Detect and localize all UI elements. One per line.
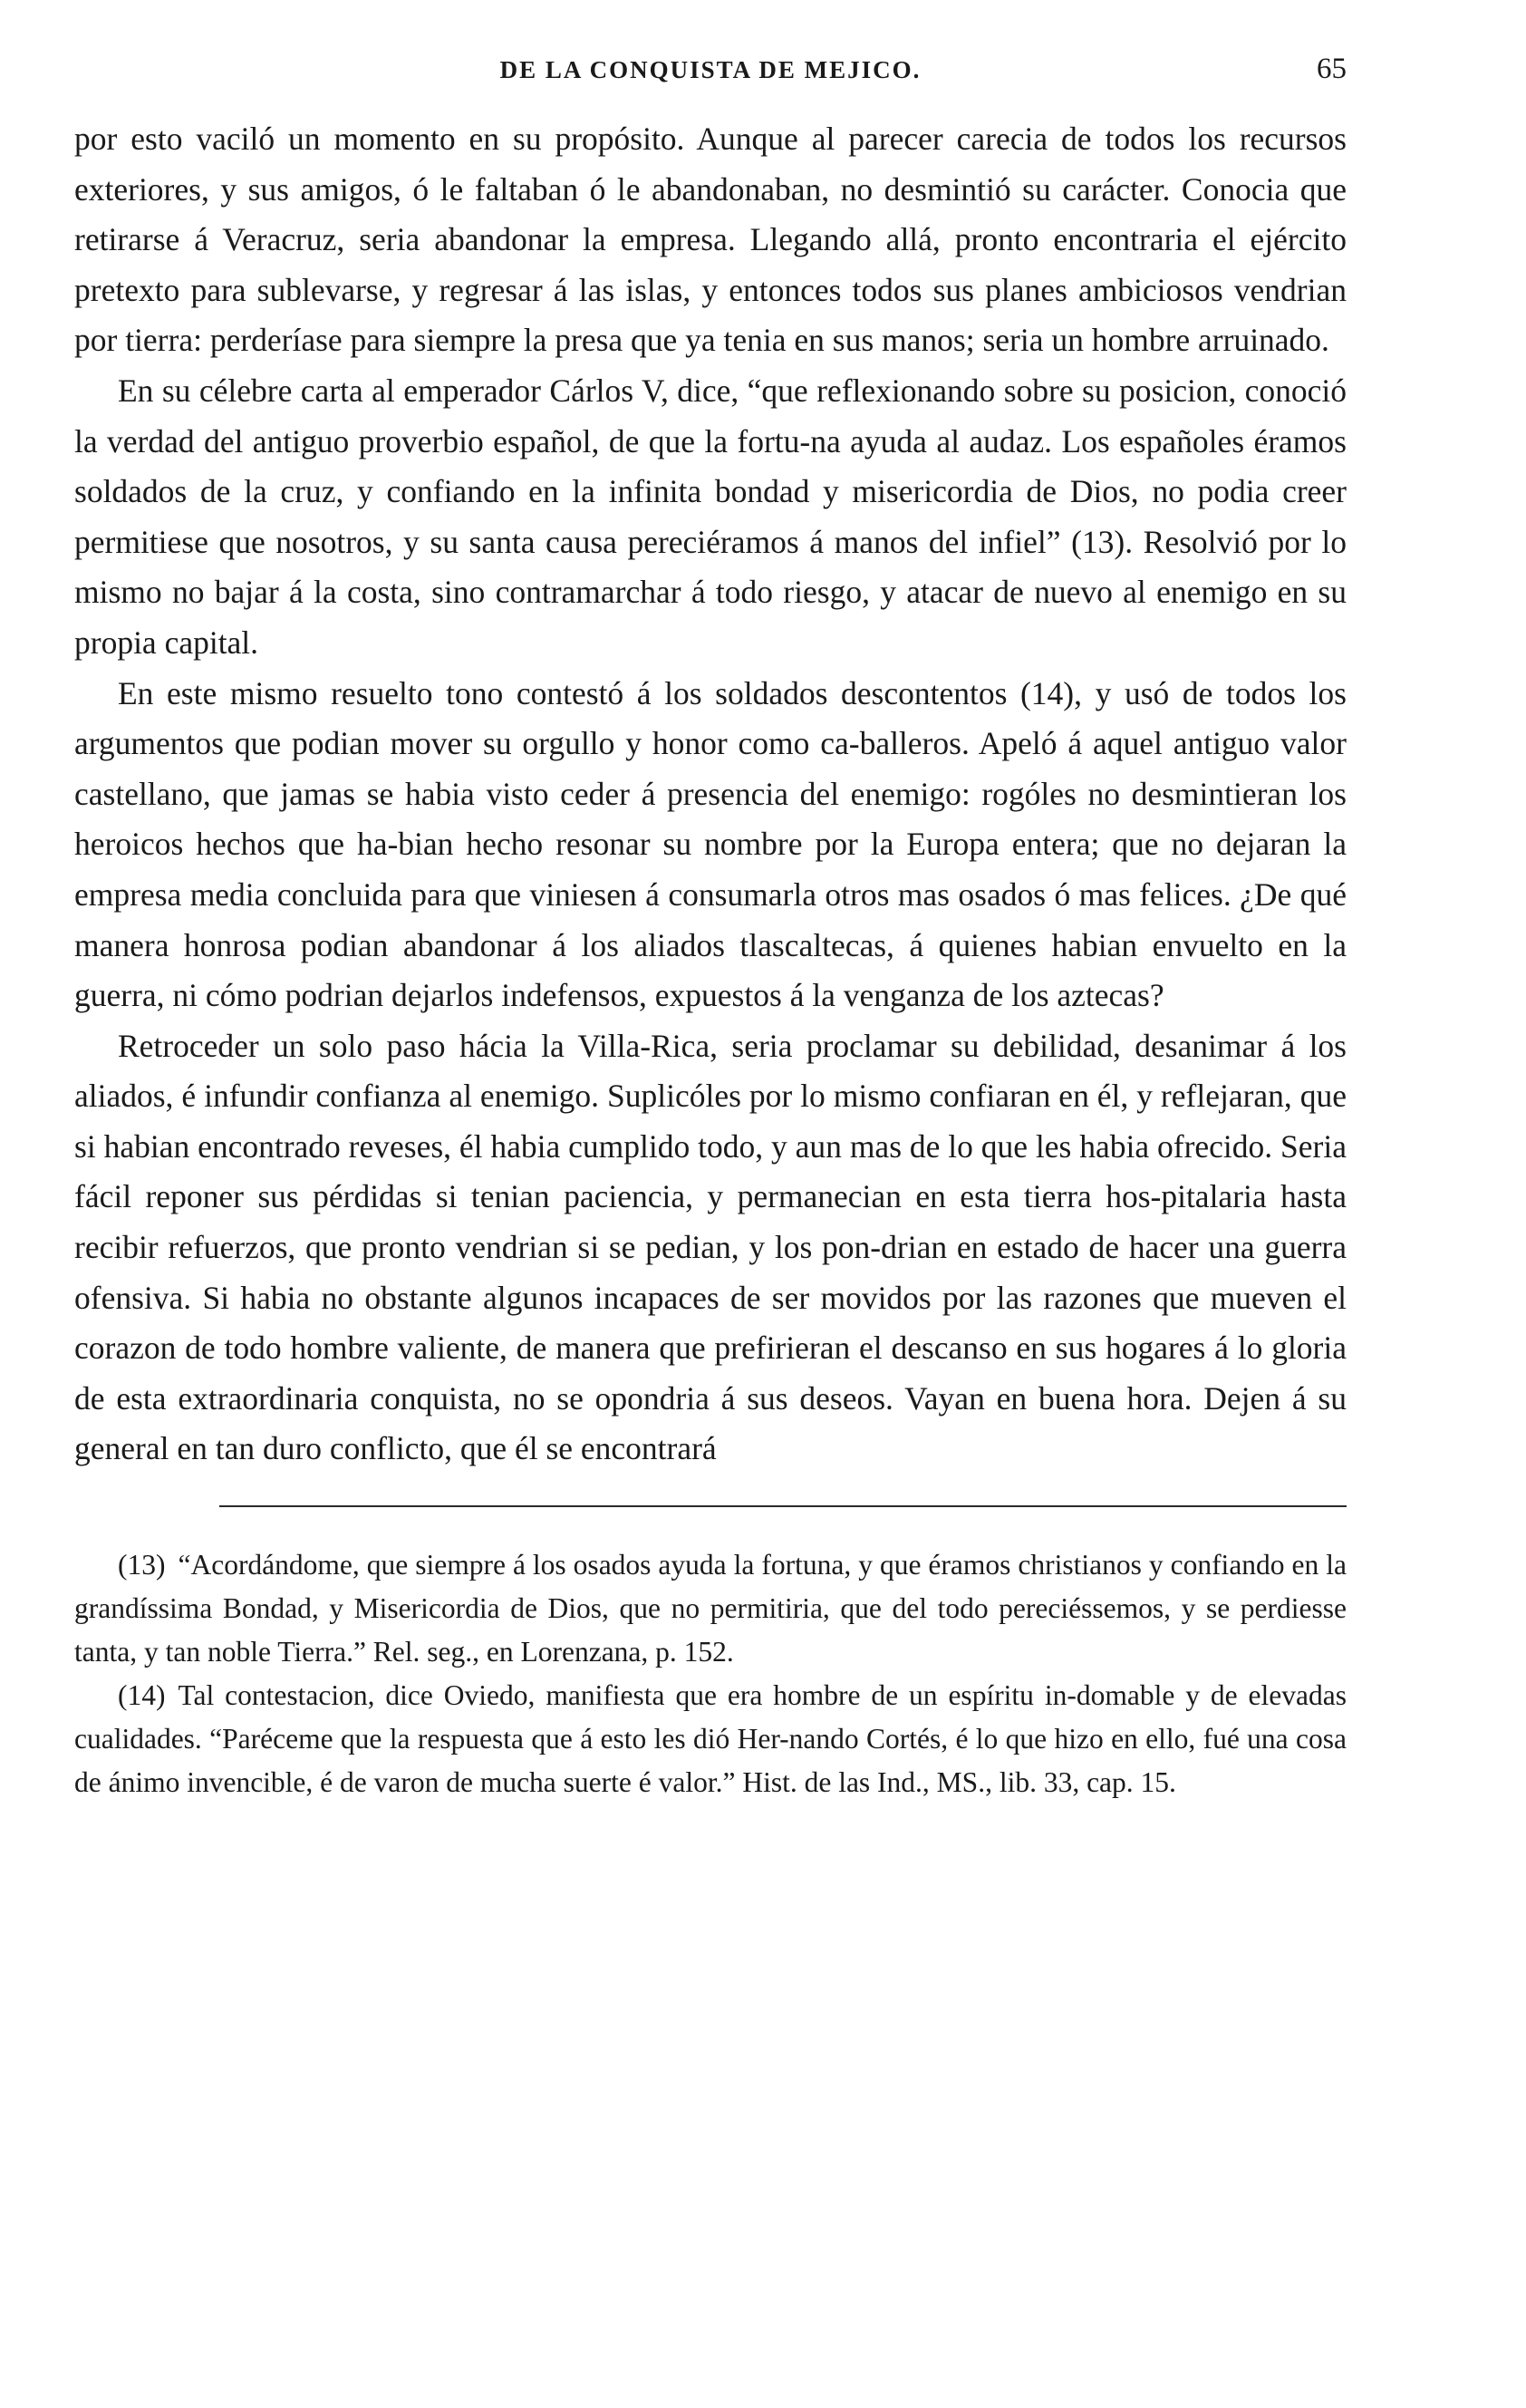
body-text [74,114,1347,1475]
running-title: DE LA CONQUISTA DE MEJICO. [499,56,922,83]
paragraph-3: En este mismo resuelto tono contestó á los soldados descontentos (14), y usó de todos los argumentos que podian mover su orgullo y honor como ca-balleros. Apeló á aquel antiguo valor castellano, que jamas se habia visto ceder á presencia del enemigo: rogóles no desmintieran los heroicos hechos que ha-bian hecho resonar su nombre por la Europa entera; que no dejaran la empresa media concluida para que viniesen á consumarla otros mas osados ó mas felices. ¿De qué manera honrosa podian abandonar á los aliados tlascaltecas, á quienes habian envuelto en la guerra, ni cómo podrian dejarlos indefensos, expuestos á la venganza de los aztecas? [74,674,1347,1014]
paragraph-1: por esto vaciló un momento en su propósito. Aunque al parecer carecia de todos los recursos exteriores, y sus amigos, ó le faltaban ó le abandonaban, no desmintió su carácter. Conocia que retirarse á Veracruz, seria abandonar la empresa. Llegando allá, pronto encontraria el ejército pretexto para sublevarse, y regresar á las islas, y entonces todos sus planes ambiciosos vendrian por tierra: perderíase para siempre la presa que ya tenia en sus manos; seria un hombre arruinado. [74,121,1347,359]
paragraph-4: Retroceder un solo paso hácia la Villa-Rica, seria proclamar su debilidad, desanimar á los aliados, é infundir confianza al enemigo. Suplicóles por lo mismo confiaran en él, y reflejaran, que si habian encontrado reveses, él habia cumplido todo, y aun mas de lo que les habia ofrecido. Seria fácil reponer sus pérdidas si tenian paciencia, y permanecian en esta tierra hos-pitalaria hasta recibir refuerzos, que pronto vendrian si se pedian, y los pon-drian en estado de hacer una guerra ofensiva. Si habia no obstante algunos incapaces de ser movidos por las razones que mueven el corazon de todo hombre valiente, de manera que prefirieran el descanso en sus hogares á lo gloria de esta extraordinaria conquista, no se opondria á sus deseos. Vayan en buena hora. Dejen á su general en tan duro conflicto, que él se encontrará [74,1027,1347,1467]
footnote-divider [219,1505,1347,1507]
page-number: 65 [1317,53,1347,85]
book-page [74,51,1347,1804]
footnote-14-number: (14) [118,1679,166,1712]
running-head [74,51,1347,87]
footnotes [74,1543,1347,1804]
paragraph-2: En su célebre carta al emperador Cárlos V, dice, “que reflexionando sobre su posicion, conoció la verdad del antiguo proverbio español, de que la fortu-na ayuda al audaz. Los españoles éramos soldados de la cruz, y confiando en la infinita bondad y misericordia de Dios, no podia creer permitiese que nosotros, y su santa causa pereciéramos á manos del infiel” (13). Resolvió por lo mismo no bajar á la costa, sino contramarchar á todo riesgo, y atacar de nuevo al enemigo en su propia capital. [74,372,1347,661]
footnote-14-text: Tal contestacion, dice Oviedo, manifiesta que era hombre de un espíritu in-domable y de elevadas cualidades. “Paréceme que la respuesta que á esto les dió Her-nando Cortés, é lo que hizo en ello, fué una cosa de ánimo invencible, é de varon de mucha suerte é valor.” Hist. de las Ind., MS., lib. 33, cap. 15. [74,1679,1347,1799]
footnote-13-text: “Acordándome, que siempre á los osados ayuda la fortuna, y que éramos christianos y confiando en la grandíssima Bondad, y Misericordia de Dios, que no permitiria, que del todo pereciéssemos, y se perdiesse tanta, y tan noble Tierra.” Rel. seg., en Lorenzana, p. 152. [74,1549,1347,1668]
footnote-13 [74,1543,1347,1674]
footnote-13-number: (13) [118,1549,166,1581]
footnote-14 [74,1674,1347,1804]
